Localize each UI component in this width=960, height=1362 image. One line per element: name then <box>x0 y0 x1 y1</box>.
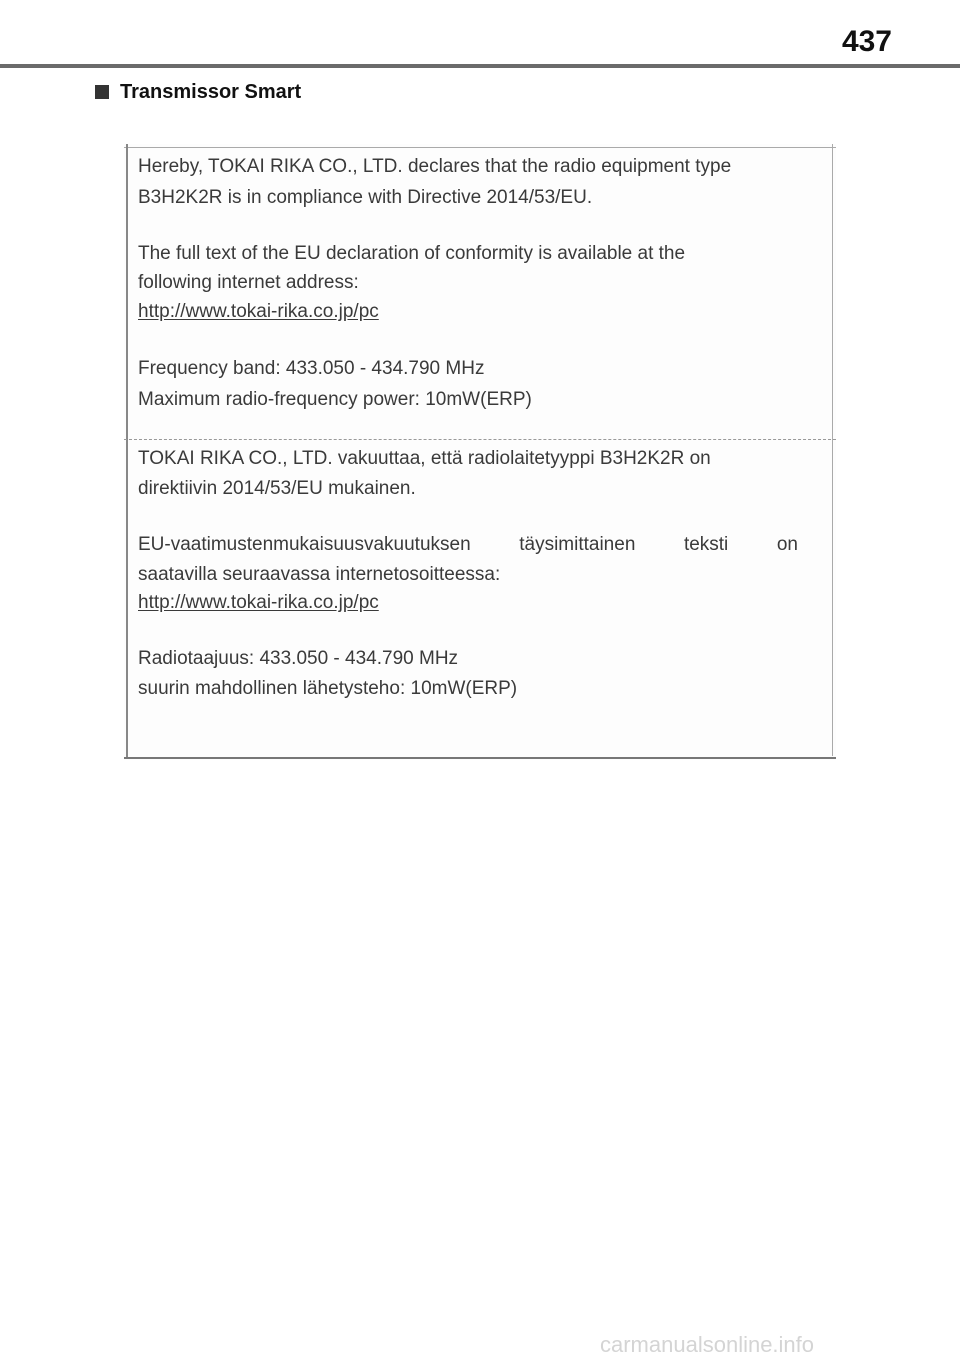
header-rule <box>0 64 960 68</box>
finnish-word: on <box>776 534 798 555</box>
frame-top-border <box>124 147 836 148</box>
finnish-max-power: suurin mahdollinen lähetysteho: 10mW(ERP) <box>138 678 518 699</box>
finnish-word: EU-vaatimustenmukaisuusvakuutuksen <box>138 534 471 555</box>
frame-left-border <box>126 144 128 758</box>
finnish-word: täysimittainen <box>519 534 636 555</box>
finnish-conformity-line-2: saatavilla seuraavassa internetosoitteessa: <box>138 564 501 585</box>
page-number: 437 <box>841 25 892 58</box>
finnish-word: teksti <box>683 534 729 555</box>
section-heading-text: Transmissor Smart <box>120 81 302 103</box>
language-divider <box>124 439 836 440</box>
watermark-logo <box>600 1330 950 1360</box>
english-conformity-line-1: The full text of the EU declaration of conformity is available at the <box>138 243 686 264</box>
finnish-conformity-line-1 <box>138 533 798 557</box>
finnish-frequency-band: Radiotaajuus: 433.050 - 434.790 MHz <box>138 648 459 669</box>
english-declaration-line-1: Hereby, TOKAI RIKA CO., LTD. declares that the radio equipment type <box>138 156 732 177</box>
finnish-declaration-line-2: direktiivin 2014/53/EU mukainen. <box>138 478 416 499</box>
frame-right-border <box>832 144 833 756</box>
english-max-power: Maximum radio-frequency power: 10mW(ERP) <box>138 389 532 410</box>
square-bullet-icon <box>95 85 109 99</box>
watermark-text: carmanualsonline.info <box>600 1332 815 1357</box>
declaration-of-conformity-image <box>124 144 836 760</box>
english-declaration-line-2: B3H2K2R is in compliance with Directive 2014/53/EU. <box>138 187 593 208</box>
english-conformity-line-2: following internet address: <box>138 272 359 293</box>
frame-bottom-border <box>124 757 836 759</box>
english-frequency-band: Frequency band: 433.050 - 434.790 MHz <box>138 358 485 379</box>
finnish-declaration-link[interactable]: http://www.tokai-rika.co.jp/pc <box>138 592 379 613</box>
finnish-declaration-line-1: TOKAI RIKA CO., LTD. vakuuttaa, että radiolaitetyyppi B3H2K2R on <box>138 448 711 469</box>
english-declaration-link[interactable]: http://www.tokai-rika.co.jp/pc <box>138 301 379 322</box>
section-heading <box>95 80 301 104</box>
